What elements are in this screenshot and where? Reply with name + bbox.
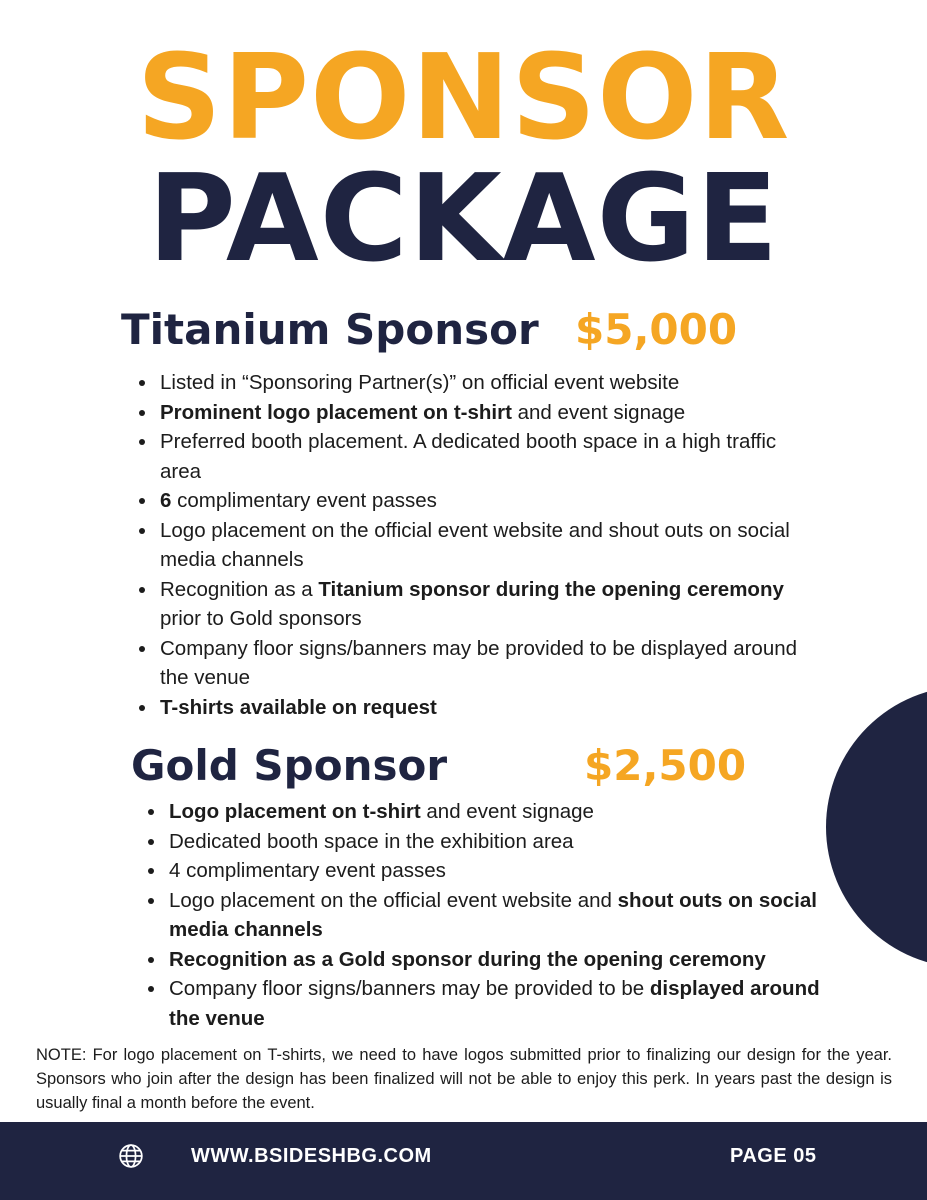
list-item: • Company floor signs/banners may be provided to be displayed around the venue: [167, 974, 827, 1033]
page-number: PAGE 05: [730, 1145, 817, 1167]
list-item: • Logo placement on the official event website and shout outs on social media channels: [167, 886, 827, 945]
titanium-tier-name: Titanium Sponsor: [121, 305, 539, 354]
globe-icon: [118, 1143, 144, 1169]
titanium-tier-price: $5,000: [575, 305, 738, 354]
gold-benefits-list: [142, 797, 827, 1033]
website-link[interactable]: WWW.BSIDESHBG.COM: [191, 1145, 432, 1167]
list-item: • Logo placement on t-shirt and event signage: [167, 797, 827, 827]
list-item: • Preferred booth placement. A dedicated booth space in a high traffic area: [158, 427, 798, 486]
tshirt-note: NOTE: For logo placement on T-shirts, we need to have logos submitted prior to finalizing our design for the year. Sponsors who join after the design has been finalized will not be able to enjoy this perk. In years past the design is usually final a month before the event.: [36, 1046, 892, 1112]
decorative-circle: [826, 686, 927, 968]
title-package: PACKAGE: [147, 150, 780, 289]
list-item: • T-shirts available on request: [158, 693, 798, 723]
title-sponsor: SPONSOR: [136, 28, 791, 166]
gold-tier-name: Gold Sponsor: [131, 741, 448, 790]
list-item: • Company floor signs/banners may be provided to be displayed around the venue: [158, 634, 798, 693]
gold-tier-price: $2,500: [584, 741, 747, 790]
footer-bar: [0, 1122, 927, 1200]
list-item: • Listed in “Sponsoring Partner(s)” on official event website: [158, 368, 798, 398]
list-item: • Prominent logo placement on t-shirt and event signage: [158, 398, 798, 428]
list-item: • Recognition as a Titanium sponsor during the opening ceremony prior to Gold sponsors: [158, 575, 798, 634]
list-item: • 4 complimentary event passes: [167, 856, 827, 886]
list-item: • Logo placement on the official event website and shout outs on social media channels: [158, 516, 798, 575]
list-item: • Recognition as a Gold sponsor during the opening ceremony: [167, 945, 827, 975]
list-item: • Dedicated booth space in the exhibition area: [167, 827, 827, 857]
list-item: • 6 complimentary event passes: [158, 486, 798, 516]
titanium-benefits-list: [133, 368, 798, 722]
